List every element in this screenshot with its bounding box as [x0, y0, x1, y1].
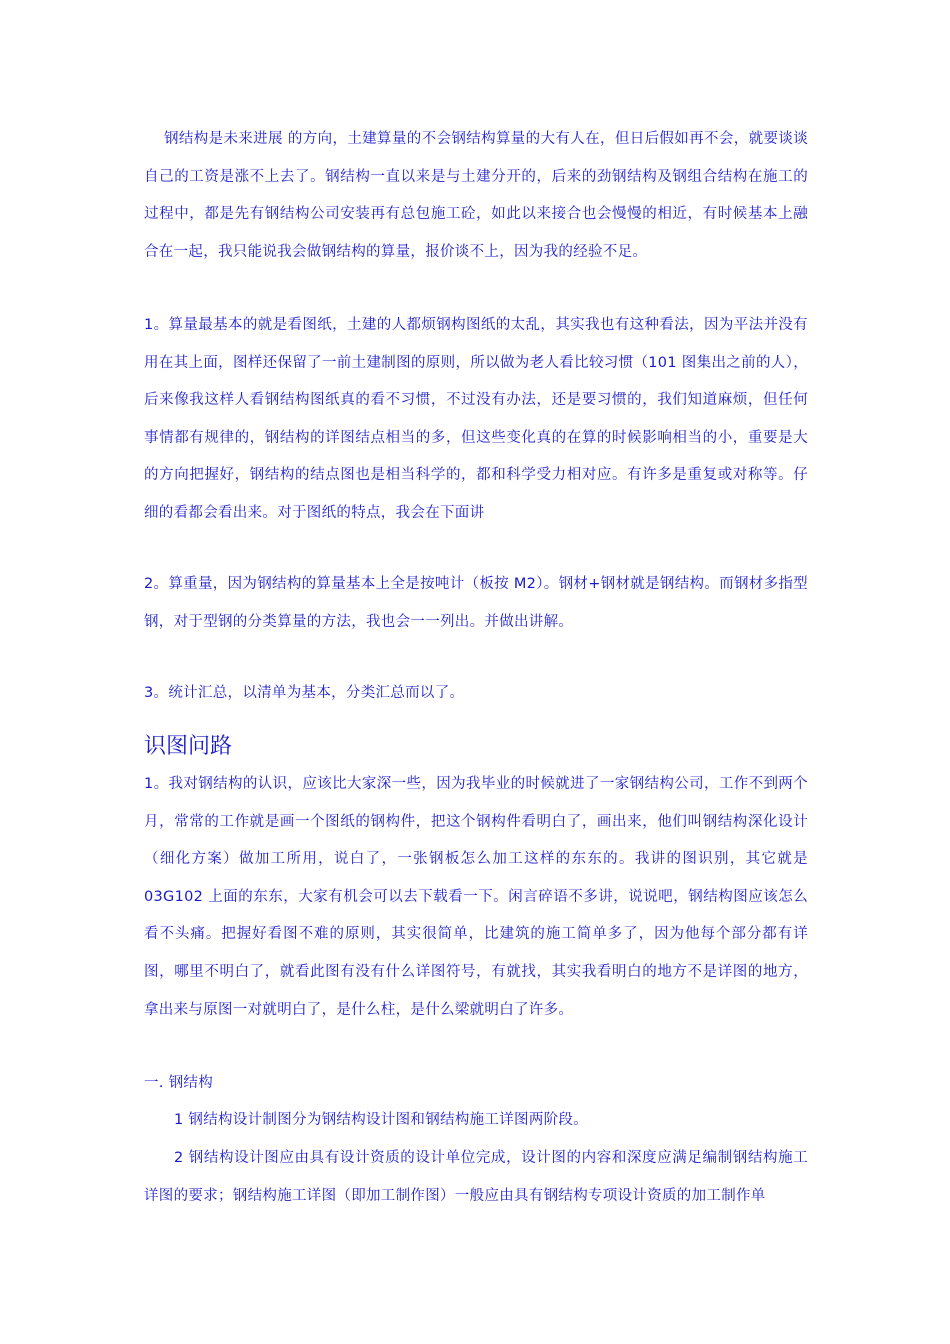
list-item-1: 1 钢结构设计制图分为钢结构设计图和钢结构施工详图两阶段。: [174, 1112, 589, 1128]
section-1-paragraph: 1。我对钢结构的认识，应该比大家深一些，因为我毕业的时候就进了一家钢结构公司，工作不到两个月，常常的工作就是画一个图纸的钢构件，把这个钢构件看明白了，画出来，他们叫钢结构深化设计（细化方案）做加工所用，说白了，一张钢板怎么加工这样的东东的。我讲的图识别，其它就是 03G102 上面的东东，大家有机会可以去下载看一下。闲言碎语不多讲，说说吧，钢结构图应该怎么看不头痛。把握好看图不难的原则，其实很简单，比建筑的施工简单多了，因为他每个部分都有详图，哪里不明白了，就看此图有没有什么详图符号，有就找，其实我看明白的地方不是详图的地方，拿出来与原图一对就明白了，是什么柱，是什么梁就明白了许多。: [144, 776, 808, 1018]
sub-heading: 一. 钢结构: [144, 1075, 214, 1091]
section-heading: 识图问路: [144, 734, 233, 759]
point-2-paragraph: 2。算重量，因为钢结构的算量基本上全是按吨计（板按 M2）。钢材+钢材就是钢结构。而钢材多指型钢，对于型钢的分类算量的方法，我也会一一列出。并做出讲解。: [144, 576, 808, 630]
point-3-paragraph: 3。统计汇总，以清单为基本，分类汇总而以了。: [144, 685, 465, 701]
intro-paragraph: 钢结构是未来进展 的方向，土建算量的不会钢结构算量的大有人在，但日后假如再不会，就要谈谈自己的工资是涨不上去了。钢结构一直以来是与土建分开的，后来的劲钢结构及钢组合结构在施工的过程中，都是先有钢结构公司安装再有总包施工砼，如此以来接合也会慢慢的相近，有时候基本上融合在一起，我只能说我会做钢结构的算量，报价谈不上，因为我的经验不足。: [144, 131, 808, 260]
list-item-2: 2 钢结构设计图应由具有设计资质的设计单位完成，设计图的内容和深度应满足编制钢结构施工详图的要求；钢结构施工详图（即加工制作图）一般应由具有钢结构专项设计资质的加工制作单: [144, 1150, 808, 1204]
point-1-paragraph: 1。算量最基本的就是看图纸，土建的人都烦钢构图纸的太乱，其实我也有这种看法，因为平法并没有用在其上面，图样还保留了一前土建制图的原则，所以做为老人看比较习惯（101 图集出之前的人），后来像我这样人看钢结构图纸真的看不习惯，不过没有办法，还是要习惯的，我们知道麻烦，但任何事情都有规律的，钢结构的详图结点相当的多，但这些变化真的在算的时候影响相当的小，重要是大的方向把握好，钢结构的结点图也是相当科学的，都和科学受力相对应。有许多是重复或对称等。仔细的看都会看出来。对于图纸的特点，我会在下面讲: [144, 317, 808, 521]
